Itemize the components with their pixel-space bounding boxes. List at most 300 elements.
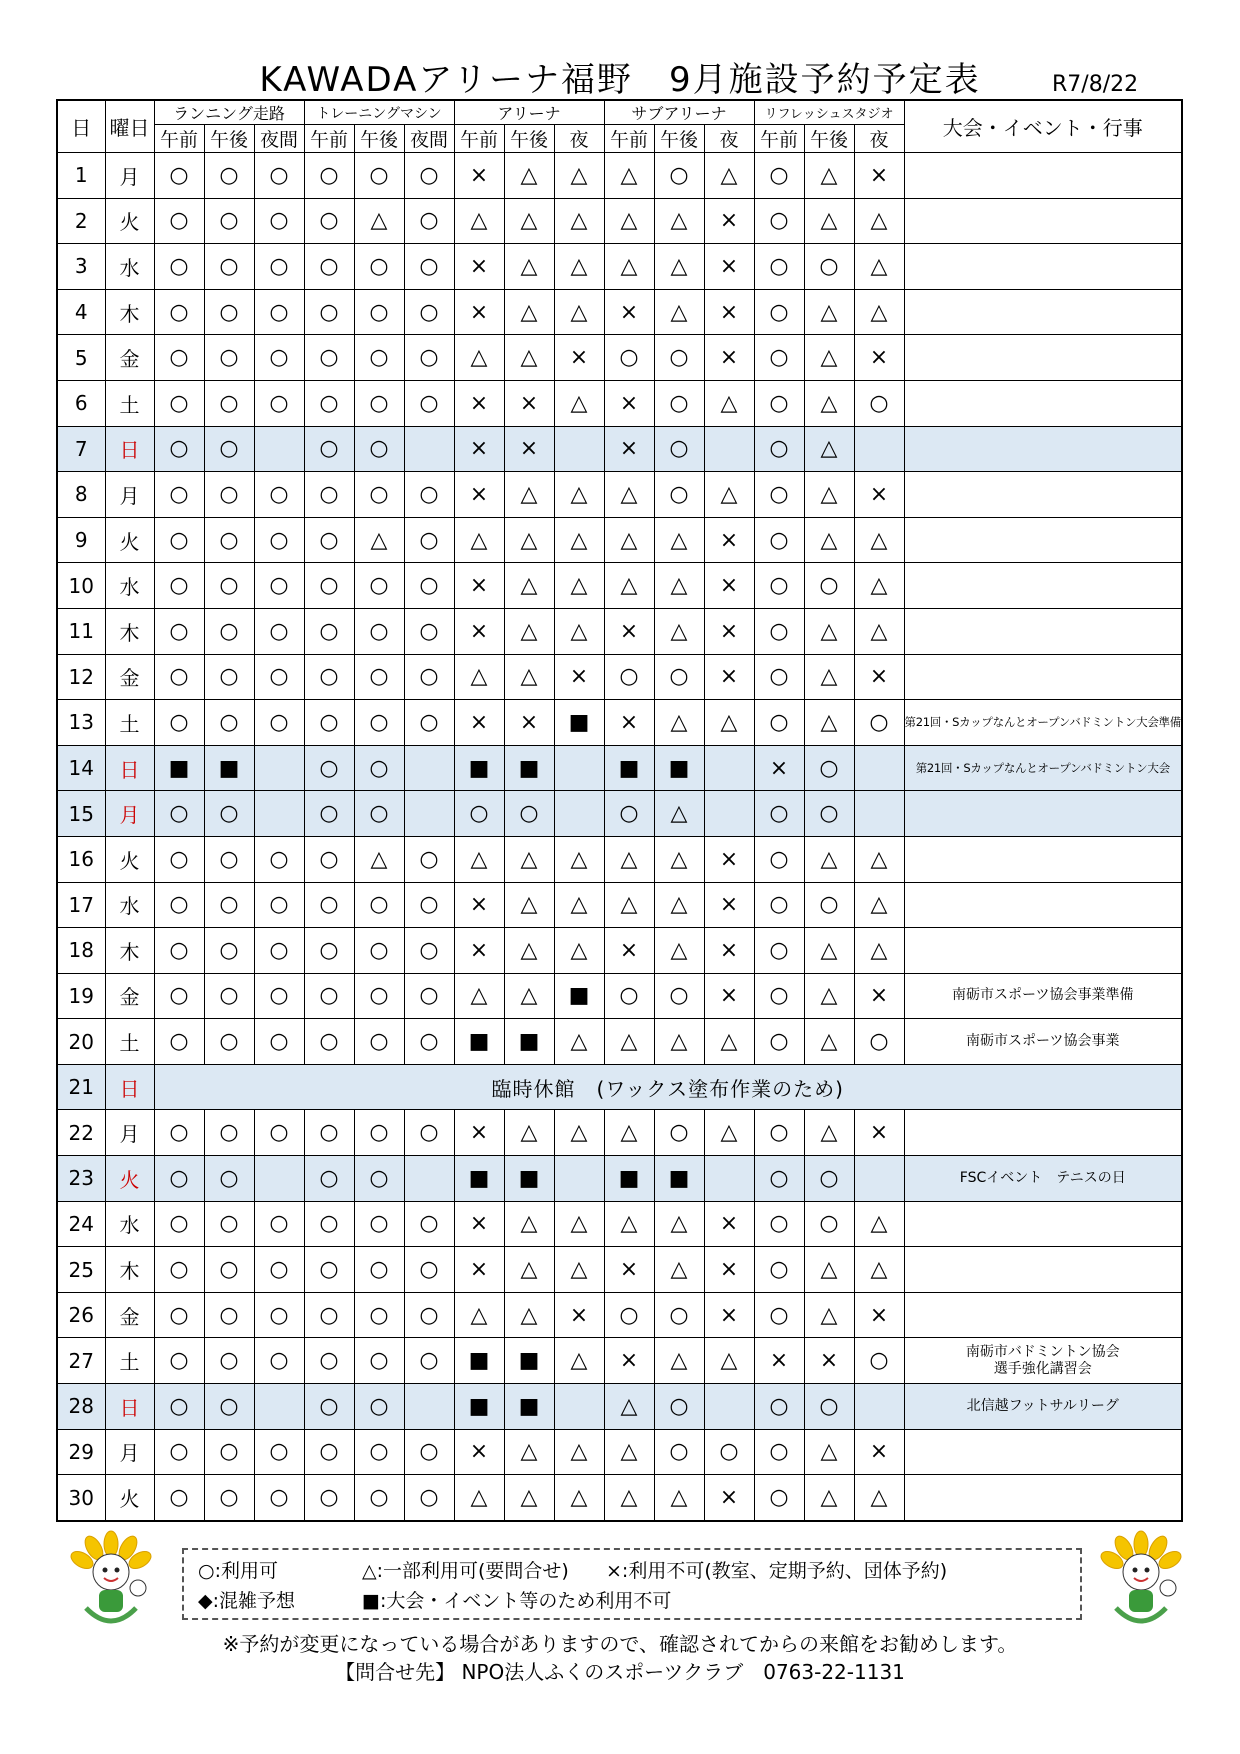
status-cell: ○ <box>654 335 704 381</box>
status-cell: ○ <box>754 1292 804 1338</box>
status-cell: ○ <box>804 1384 854 1430</box>
event-cell <box>904 882 1182 928</box>
table-row <box>57 700 1182 746</box>
status-cell: △ <box>504 928 554 974</box>
mascot-left-icon <box>66 1530 156 1640</box>
header-slot: 夜 <box>854 125 904 153</box>
status-cell: △ <box>504 472 554 518</box>
status-cell: △ <box>554 289 604 335</box>
status-cell: △ <box>804 380 854 426</box>
status-cell: ○ <box>504 791 554 837</box>
day-number: 5 <box>57 335 105 381</box>
status-cell: ○ <box>754 563 804 609</box>
status-cell: × <box>454 380 504 426</box>
status-cell: ○ <box>354 289 404 335</box>
page-title: KAWADAアリーナ福野 9月施設予約予定表 <box>259 60 981 100</box>
status-cell: ○ <box>604 791 654 837</box>
mascot-right-icon <box>1096 1530 1186 1640</box>
unavailable-slash-cell <box>554 791 604 837</box>
status-cell: ○ <box>154 426 204 472</box>
status-cell: ○ <box>204 1110 254 1156</box>
status-cell: ○ <box>754 882 804 928</box>
status-cell: △ <box>704 1338 754 1384</box>
status-cell: ○ <box>654 1110 704 1156</box>
status-cell: ○ <box>304 1338 354 1384</box>
status-cell: ○ <box>404 1247 454 1293</box>
status-cell: △ <box>604 198 654 244</box>
status-cell: ○ <box>354 335 404 381</box>
status-cell: △ <box>804 1292 854 1338</box>
weekday: 水 <box>105 882 154 928</box>
status-cell: ○ <box>154 1384 204 1430</box>
weekday: 日 <box>105 426 154 472</box>
status-cell: × <box>854 472 904 518</box>
status-cell: ○ <box>354 1338 404 1384</box>
status-cell: △ <box>554 1110 604 1156</box>
table-row <box>57 745 1182 791</box>
status-cell: ○ <box>804 1156 854 1202</box>
status-cell: ○ <box>354 244 404 290</box>
event-cell <box>904 1338 1182 1384</box>
status-cell: △ <box>654 1019 704 1065</box>
status-cell: × <box>554 1292 604 1338</box>
status-cell: △ <box>504 1110 554 1156</box>
status-cell: ○ <box>354 1019 404 1065</box>
event-cell <box>904 928 1182 974</box>
status-cell: ○ <box>254 608 304 654</box>
status-cell: ○ <box>154 244 204 290</box>
status-cell: ○ <box>154 608 204 654</box>
status-cell: ○ <box>804 745 854 791</box>
day-number: 17 <box>57 882 105 928</box>
status-cell: ○ <box>304 153 354 199</box>
status-cell: △ <box>654 198 704 244</box>
status-cell: △ <box>504 1292 554 1338</box>
status-cell: ○ <box>754 1110 804 1156</box>
status-cell: △ <box>604 1110 654 1156</box>
event-cell <box>904 791 1182 837</box>
status-cell: ○ <box>254 380 304 426</box>
table-row <box>57 244 1182 290</box>
status-cell: △ <box>604 882 654 928</box>
status-cell: △ <box>854 244 904 290</box>
status-cell: ○ <box>304 1019 354 1065</box>
status-cell: ○ <box>204 1019 254 1065</box>
status-cell: × <box>504 700 554 746</box>
status-cell: ○ <box>204 1201 254 1247</box>
status-cell: ○ <box>304 700 354 746</box>
weekday: 土 <box>105 700 154 746</box>
header-slot: 午後 <box>504 125 554 153</box>
event-cell <box>904 472 1182 518</box>
status-cell: ○ <box>354 1201 404 1247</box>
status-cell: △ <box>804 153 854 199</box>
status-cell: △ <box>454 836 504 882</box>
header-group-subarena: サブアリーナ <box>604 100 754 125</box>
table-row <box>57 654 1182 700</box>
status-cell: △ <box>554 380 604 426</box>
status-cell: ○ <box>254 882 304 928</box>
status-cell: ○ <box>754 1201 804 1247</box>
weekday: 火 <box>105 836 154 882</box>
status-cell: ○ <box>354 1475 404 1521</box>
status-cell: ○ <box>404 973 454 1019</box>
status-cell: △ <box>554 563 604 609</box>
status-cell: ■ <box>504 745 554 791</box>
day-number: 9 <box>57 517 105 563</box>
status-cell: △ <box>804 517 854 563</box>
status-cell: △ <box>854 1201 904 1247</box>
event-cell <box>904 1475 1182 1521</box>
status-cell: △ <box>704 1110 754 1156</box>
status-cell: ○ <box>304 1384 354 1430</box>
status-cell: ■ <box>554 973 604 1019</box>
status-cell: ○ <box>154 335 204 381</box>
status-cell: ○ <box>404 1292 454 1338</box>
day-number: 15 <box>57 791 105 837</box>
unavailable-slash-cell <box>554 426 604 472</box>
status-cell: × <box>454 1247 504 1293</box>
status-cell: △ <box>654 289 704 335</box>
status-cell: ○ <box>404 1429 454 1475</box>
status-cell: × <box>604 1247 654 1293</box>
weekday: 木 <box>105 289 154 335</box>
status-cell: ○ <box>654 153 704 199</box>
table-row <box>57 426 1182 472</box>
status-cell: ○ <box>254 198 304 244</box>
status-cell: × <box>454 608 504 654</box>
header-slot: 午前 <box>304 125 354 153</box>
header-slot: 夜 <box>554 125 604 153</box>
status-cell: ○ <box>254 1110 304 1156</box>
unavailable-slash-cell <box>254 1384 304 1430</box>
status-cell: △ <box>554 517 604 563</box>
status-cell: ○ <box>154 472 204 518</box>
status-cell: × <box>704 882 754 928</box>
status-cell: △ <box>804 1429 854 1475</box>
status-cell: ○ <box>154 380 204 426</box>
unavailable-slash-cell <box>254 745 304 791</box>
status-cell: ○ <box>304 380 354 426</box>
status-cell: △ <box>504 1429 554 1475</box>
status-cell: ○ <box>404 1019 454 1065</box>
status-cell: × <box>454 700 504 746</box>
unavailable-slash-cell <box>404 745 454 791</box>
status-cell: × <box>704 973 754 1019</box>
status-cell: ○ <box>304 1475 354 1521</box>
status-cell: ○ <box>754 517 804 563</box>
status-cell: ○ <box>204 244 254 290</box>
status-cell: △ <box>604 1384 654 1430</box>
event-cell: 第21回・Sカップなんとオープンバドミントン大会準備 <box>904 700 1182 746</box>
status-cell: △ <box>504 563 554 609</box>
legend-ng: ×:利用不可(教室、定期予約、団体予約) <box>606 1560 948 1582</box>
status-cell: ○ <box>254 836 304 882</box>
status-cell: ○ <box>154 654 204 700</box>
event-cell <box>904 517 1182 563</box>
unavailable-slash-cell <box>854 791 904 837</box>
status-cell: ○ <box>754 244 804 290</box>
status-cell: △ <box>554 1475 604 1521</box>
status-cell: ○ <box>304 1201 354 1247</box>
day-number: 30 <box>57 1475 105 1521</box>
weekday: 月 <box>105 1110 154 1156</box>
status-cell: △ <box>804 700 854 746</box>
event-line: 南砺市バドミントン協会 <box>965 1343 1120 1360</box>
status-cell: ○ <box>304 791 354 837</box>
table-row <box>57 1384 1182 1430</box>
unavailable-slash-cell <box>704 745 754 791</box>
status-cell: △ <box>354 517 404 563</box>
status-cell: ○ <box>354 426 404 472</box>
unavailable-slash-cell <box>854 1156 904 1202</box>
status-cell: ○ <box>254 973 304 1019</box>
status-cell: × <box>604 380 654 426</box>
status-cell: ■ <box>154 745 204 791</box>
status-cell: ○ <box>404 1338 454 1384</box>
status-cell: △ <box>804 1019 854 1065</box>
status-cell: ○ <box>404 153 454 199</box>
status-cell: △ <box>554 472 604 518</box>
status-cell: ■ <box>504 1019 554 1065</box>
table-row <box>57 1201 1182 1247</box>
status-cell: ○ <box>204 335 254 381</box>
status-cell: ■ <box>454 1384 504 1430</box>
status-cell: △ <box>804 289 854 335</box>
status-cell: ○ <box>254 1338 304 1384</box>
status-cell: ○ <box>354 700 404 746</box>
status-cell: ○ <box>154 153 204 199</box>
status-cell: × <box>704 289 754 335</box>
status-cell: ○ <box>154 1156 204 1202</box>
status-cell: × <box>604 928 654 974</box>
issue-date: R7/8/22 <box>1052 72 1139 97</box>
notice-text: ※予約が変更になっている場合がありますので、確認されてからの来館をお勧めします。 <box>222 1632 1018 1656</box>
status-cell: ○ <box>204 791 254 837</box>
header-slot: 午後 <box>204 125 254 153</box>
unavailable-slash-cell <box>554 1384 604 1430</box>
header-group-running: ランニング走路 <box>154 100 304 125</box>
status-cell: ○ <box>404 700 454 746</box>
status-cell: △ <box>654 836 704 882</box>
status-cell: ○ <box>754 1156 804 1202</box>
status-cell: ■ <box>554 700 604 746</box>
status-cell: △ <box>854 1475 904 1521</box>
status-cell: △ <box>654 1475 704 1521</box>
event-cell <box>904 335 1182 381</box>
weekday: 日 <box>105 1384 154 1430</box>
status-cell: × <box>454 244 504 290</box>
header-group-arena: アリーナ <box>454 100 604 125</box>
status-cell: △ <box>504 244 554 290</box>
status-cell: ○ <box>654 973 704 1019</box>
status-cell: △ <box>854 882 904 928</box>
status-cell: ○ <box>754 472 804 518</box>
day-number: 13 <box>57 700 105 746</box>
event-cell <box>904 1247 1182 1293</box>
status-cell: △ <box>654 608 704 654</box>
unavailable-slash-cell <box>704 426 754 472</box>
status-cell: × <box>704 608 754 654</box>
status-cell: ○ <box>354 928 404 974</box>
weekday: 月 <box>105 472 154 518</box>
table-row <box>57 1475 1182 1521</box>
status-cell: △ <box>654 517 704 563</box>
status-cell: × <box>854 1110 904 1156</box>
status-cell: △ <box>804 928 854 974</box>
status-cell: △ <box>654 882 704 928</box>
status-cell: ○ <box>604 335 654 381</box>
status-cell: △ <box>504 289 554 335</box>
table-row <box>57 335 1182 381</box>
table-row <box>57 1110 1182 1156</box>
table-row <box>57 517 1182 563</box>
event-cell <box>904 289 1182 335</box>
status-cell: ○ <box>204 153 254 199</box>
status-cell: ■ <box>604 745 654 791</box>
day-number: 12 <box>57 654 105 700</box>
status-cell: △ <box>804 836 854 882</box>
status-cell: ○ <box>204 517 254 563</box>
status-cell: × <box>454 1201 504 1247</box>
unavailable-slash-cell <box>404 1156 454 1202</box>
status-cell: ○ <box>754 426 804 472</box>
status-cell: ○ <box>404 198 454 244</box>
header-slot: 午後 <box>654 125 704 153</box>
event-cell <box>904 426 1182 472</box>
status-cell: △ <box>654 244 704 290</box>
table-row <box>57 563 1182 609</box>
status-cell: ○ <box>754 198 804 244</box>
status-cell: △ <box>454 335 504 381</box>
status-cell: △ <box>504 608 554 654</box>
status-cell: ○ <box>754 654 804 700</box>
status-cell: × <box>704 1292 754 1338</box>
day-number: 8 <box>57 472 105 518</box>
status-cell: △ <box>454 1292 504 1338</box>
status-cell: △ <box>854 608 904 654</box>
day-number: 18 <box>57 928 105 974</box>
table-row <box>57 289 1182 335</box>
status-cell: ○ <box>754 836 804 882</box>
status-cell: ○ <box>354 791 404 837</box>
status-cell: ○ <box>754 608 804 654</box>
event-cell: 北信越フットサルリーグ <box>904 1384 1182 1430</box>
status-cell: × <box>804 1338 854 1384</box>
table-row <box>57 472 1182 518</box>
status-cell: △ <box>504 1201 554 1247</box>
table-row <box>57 882 1182 928</box>
status-cell: △ <box>554 928 604 974</box>
contact-info: 【問合せ先】 NPO法人ふくのスポーツクラブ 0763-22-1131 <box>335 1660 905 1684</box>
status-cell: ○ <box>304 563 354 609</box>
header-slot: 午前 <box>154 125 204 153</box>
header-slot: 夜間 <box>254 125 304 153</box>
status-cell: ○ <box>304 517 354 563</box>
status-cell: ○ <box>404 654 454 700</box>
day-number: 16 <box>57 836 105 882</box>
status-cell: ○ <box>754 380 804 426</box>
status-cell: ■ <box>454 1156 504 1202</box>
status-cell: × <box>754 745 804 791</box>
status-cell: △ <box>604 1475 654 1521</box>
status-cell: ○ <box>204 1429 254 1475</box>
header-events: 大会・イベント・行事 <box>904 100 1182 153</box>
weekday: 木 <box>105 928 154 974</box>
status-cell: ○ <box>204 563 254 609</box>
status-cell: ○ <box>154 882 204 928</box>
status-cell: ○ <box>304 1429 354 1475</box>
status-cell: △ <box>854 198 904 244</box>
weekday: 土 <box>105 1338 154 1384</box>
status-cell: ○ <box>154 836 204 882</box>
status-cell: △ <box>554 153 604 199</box>
status-cell: ■ <box>654 745 704 791</box>
status-cell: △ <box>804 654 854 700</box>
status-cell: ○ <box>654 380 704 426</box>
status-cell: ○ <box>404 882 454 928</box>
status-cell: × <box>554 335 604 381</box>
status-cell: ○ <box>754 1475 804 1521</box>
event-cell: 南砺市スポーツ協会事業 <box>904 1019 1182 1065</box>
status-cell: ○ <box>154 1429 204 1475</box>
status-cell: ○ <box>304 198 354 244</box>
status-cell: △ <box>504 1475 554 1521</box>
status-cell: ■ <box>454 1338 504 1384</box>
status-cell: △ <box>504 153 554 199</box>
header-weekday: 曜日 <box>105 100 154 153</box>
weekday: 日 <box>105 1064 154 1110</box>
status-cell: △ <box>654 928 704 974</box>
weekday: 金 <box>105 335 154 381</box>
header-slot: 午前 <box>754 125 804 153</box>
status-cell: ○ <box>754 1019 804 1065</box>
status-cell: △ <box>604 836 654 882</box>
unavailable-slash-cell <box>554 1156 604 1202</box>
status-cell: △ <box>704 380 754 426</box>
status-cell: △ <box>704 472 754 518</box>
status-cell: × <box>704 244 754 290</box>
status-cell: ○ <box>754 1247 804 1293</box>
day-number: 21 <box>57 1064 105 1110</box>
status-cell: ○ <box>754 1384 804 1430</box>
status-cell: △ <box>554 608 604 654</box>
header-slot: 午後 <box>354 125 404 153</box>
status-cell: △ <box>454 517 504 563</box>
status-cell: × <box>704 654 754 700</box>
status-cell: △ <box>354 198 404 244</box>
status-cell: ○ <box>454 791 504 837</box>
weekday: 水 <box>105 563 154 609</box>
status-cell: △ <box>654 1201 704 1247</box>
status-cell: × <box>854 1292 904 1338</box>
closed-notice: 臨時休館 (ワックス塗布作業のため) <box>154 1064 1182 1110</box>
status-cell: ○ <box>154 791 204 837</box>
status-cell: × <box>704 335 754 381</box>
status-cell: △ <box>604 153 654 199</box>
event-cell <box>904 1292 1182 1338</box>
status-cell: × <box>454 882 504 928</box>
status-cell: × <box>704 1247 754 1293</box>
status-cell: △ <box>654 1247 704 1293</box>
status-cell: ○ <box>204 1338 254 1384</box>
status-cell: ■ <box>504 1338 554 1384</box>
status-cell: ○ <box>254 244 304 290</box>
status-cell: ○ <box>854 380 904 426</box>
status-cell: ○ <box>754 1429 804 1475</box>
status-cell: △ <box>354 836 404 882</box>
unavailable-slash-cell <box>854 745 904 791</box>
